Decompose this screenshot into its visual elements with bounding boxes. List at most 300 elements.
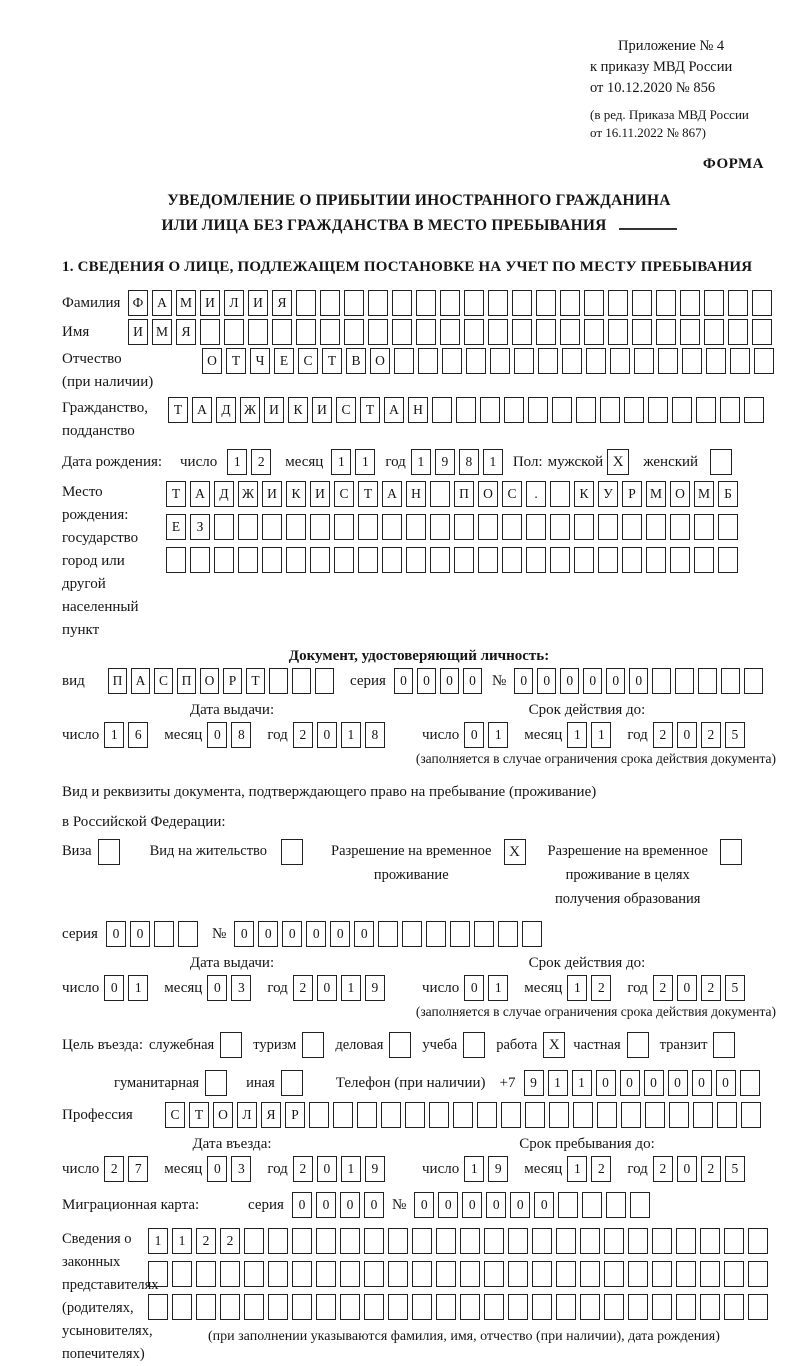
char-box[interactable] (412, 1294, 432, 1320)
char-box[interactable]: 0 (282, 921, 302, 947)
char-box[interactable]: 0 (340, 1192, 360, 1218)
char-box[interactable]: 0 (716, 1070, 736, 1096)
char-box[interactable] (478, 514, 498, 540)
char-box[interactable] (706, 348, 726, 374)
char-box[interactable]: 0 (677, 722, 697, 748)
char-box[interactable] (172, 1294, 192, 1320)
char-box[interactable] (728, 319, 748, 345)
char-box[interactable] (498, 921, 518, 947)
char-box[interactable] (334, 547, 354, 573)
char-box[interactable] (622, 547, 642, 573)
char-box[interactable]: 2 (591, 975, 611, 1001)
char-box[interactable] (269, 668, 288, 694)
char-box[interactable]: М (152, 319, 172, 345)
char-box[interactable]: 0 (438, 1192, 458, 1218)
char-box[interactable] (392, 290, 412, 316)
char-box[interactable] (196, 1294, 216, 1320)
char-box[interactable] (296, 319, 316, 345)
char-box[interactable] (550, 514, 570, 540)
char-box[interactable] (430, 514, 450, 540)
char-box[interactable] (460, 1228, 480, 1254)
char-box[interactable] (682, 348, 702, 374)
char-box[interactable] (532, 1261, 552, 1287)
char-box[interactable]: 1 (341, 975, 361, 1001)
char-box[interactable] (676, 1294, 696, 1320)
char-box[interactable]: 0 (464, 975, 484, 1001)
char-box[interactable] (694, 514, 714, 540)
char-box[interactable] (340, 1261, 360, 1287)
residence-permit-checkbox[interactable] (281, 839, 303, 865)
char-box[interactable] (148, 1261, 168, 1287)
char-box[interactable] (502, 547, 522, 573)
char-box[interactable]: 0 (510, 1192, 530, 1218)
char-box[interactable]: Я (176, 319, 196, 345)
char-box[interactable] (630, 1192, 650, 1218)
char-box[interactable] (550, 481, 570, 507)
char-box[interactable]: 2 (220, 1228, 240, 1254)
char-box[interactable]: 0 (364, 1192, 384, 1218)
char-box[interactable]: 2 (701, 1156, 721, 1182)
char-box[interactable]: 0 (692, 1070, 712, 1096)
char-box[interactable]: 0 (620, 1070, 640, 1096)
char-box[interactable]: Т (226, 348, 246, 374)
char-box[interactable] (693, 1102, 713, 1128)
char-box[interactable]: 1 (172, 1228, 192, 1254)
char-box[interactable] (752, 290, 772, 316)
char-box[interactable] (700, 1294, 720, 1320)
char-box[interactable] (268, 1228, 288, 1254)
char-box[interactable] (704, 319, 724, 345)
char-box[interactable]: О (670, 481, 690, 507)
char-box[interactable] (364, 1294, 384, 1320)
char-box[interactable]: 0 (596, 1070, 616, 1096)
char-box[interactable]: 0 (677, 1156, 697, 1182)
char-box[interactable]: 0 (537, 668, 556, 694)
char-box[interactable] (450, 921, 470, 947)
char-box[interactable] (268, 1261, 288, 1287)
char-box[interactable] (700, 1228, 720, 1254)
char-box[interactable] (628, 1228, 648, 1254)
char-box[interactable]: 1 (567, 1156, 587, 1182)
char-box[interactable]: С (336, 397, 356, 423)
char-box[interactable]: Я (272, 290, 292, 316)
char-box[interactable] (292, 668, 311, 694)
char-box[interactable]: 0 (104, 975, 124, 1001)
char-box[interactable]: 0 (534, 1192, 554, 1218)
char-box[interactable]: 2 (701, 975, 721, 1001)
char-box[interactable] (196, 1261, 216, 1287)
char-box[interactable]: 0 (317, 722, 337, 748)
char-box[interactable]: И (128, 319, 148, 345)
char-box[interactable] (748, 1261, 768, 1287)
char-box[interactable]: Р (622, 481, 642, 507)
char-box[interactable] (556, 1228, 576, 1254)
char-box[interactable]: 2 (653, 722, 673, 748)
temp-residence-edu-checkbox[interactable] (720, 839, 742, 865)
char-box[interactable] (748, 1294, 768, 1320)
char-box[interactable] (608, 290, 628, 316)
char-box[interactable]: 9 (488, 1156, 508, 1182)
char-box[interactable]: И (248, 290, 268, 316)
char-box[interactable]: Я (261, 1102, 281, 1128)
char-box[interactable] (525, 1102, 545, 1128)
char-box[interactable] (558, 1192, 578, 1218)
char-box[interactable] (340, 1294, 360, 1320)
char-box[interactable] (574, 514, 594, 540)
char-box[interactable] (406, 547, 426, 573)
char-box[interactable] (730, 348, 750, 374)
char-box[interactable]: 0 (317, 975, 337, 1001)
char-box[interactable] (262, 514, 282, 540)
char-box[interactable] (573, 1102, 593, 1128)
char-box[interactable] (676, 1261, 696, 1287)
char-box[interactable]: К (286, 481, 306, 507)
char-box[interactable]: 2 (293, 1156, 313, 1182)
char-box[interactable] (694, 547, 714, 573)
char-box[interactable]: Д (214, 481, 234, 507)
char-box[interactable]: 1 (341, 722, 361, 748)
purpose-business-checkbox[interactable] (389, 1032, 411, 1058)
char-box[interactable]: 2 (653, 1156, 673, 1182)
char-box[interactable] (670, 547, 690, 573)
char-box[interactable] (532, 1294, 552, 1320)
char-box[interactable] (748, 1228, 768, 1254)
char-box[interactable]: 2 (653, 975, 673, 1001)
char-box[interactable]: 2 (293, 975, 313, 1001)
char-box[interactable] (526, 547, 546, 573)
char-box[interactable] (432, 397, 452, 423)
char-box[interactable] (220, 1261, 240, 1287)
char-box[interactable]: 1 (104, 722, 124, 748)
char-box[interactable] (320, 319, 340, 345)
char-box[interactable]: И (312, 397, 332, 423)
char-box[interactable]: Б (718, 481, 738, 507)
temp-residence-checkbox[interactable]: X (504, 839, 526, 865)
char-box[interactable]: 0 (606, 668, 625, 694)
char-box[interactable] (392, 319, 412, 345)
char-box[interactable]: 3 (231, 975, 251, 1001)
char-box[interactable]: Т (166, 481, 186, 507)
char-box[interactable] (418, 348, 438, 374)
char-box[interactable] (528, 397, 548, 423)
char-box[interactable]: Д (216, 397, 236, 423)
char-box[interactable]: 5 (725, 975, 745, 1001)
char-box[interactable]: 0 (234, 921, 254, 947)
char-box[interactable]: 0 (292, 1192, 312, 1218)
char-box[interactable]: С (334, 481, 354, 507)
purpose-official-checkbox[interactable] (220, 1032, 242, 1058)
char-box[interactable]: И (262, 481, 282, 507)
char-box[interactable]: О (478, 481, 498, 507)
char-box[interactable] (477, 1102, 497, 1128)
char-box[interactable] (698, 668, 717, 694)
char-box[interactable] (315, 668, 334, 694)
char-box[interactable] (508, 1261, 528, 1287)
purpose-work-checkbox[interactable]: X (543, 1032, 565, 1058)
char-box[interactable] (656, 290, 676, 316)
char-box[interactable]: Ж (240, 397, 260, 423)
char-box[interactable]: Е (274, 348, 294, 374)
char-box[interactable]: Е (166, 514, 186, 540)
char-box[interactable] (488, 319, 508, 345)
char-box[interactable] (582, 1192, 602, 1218)
char-box[interactable]: 5 (725, 722, 745, 748)
char-box[interactable] (604, 1228, 624, 1254)
char-box[interactable] (460, 1294, 480, 1320)
char-box[interactable] (440, 319, 460, 345)
char-box[interactable] (340, 1228, 360, 1254)
char-box[interactable] (512, 290, 532, 316)
char-box[interactable]: С (165, 1102, 185, 1128)
male-checkbox[interactable]: X (607, 449, 629, 475)
char-box[interactable]: . (526, 481, 546, 507)
char-box[interactable] (628, 1261, 648, 1287)
char-box[interactable]: А (382, 481, 402, 507)
char-box[interactable] (200, 319, 220, 345)
char-box[interactable] (490, 348, 510, 374)
char-box[interactable] (600, 397, 620, 423)
char-box[interactable] (484, 1294, 504, 1320)
char-box[interactable]: 0 (258, 921, 278, 947)
char-box[interactable]: 1 (548, 1070, 568, 1096)
char-box[interactable] (488, 290, 508, 316)
char-box[interactable] (724, 1294, 744, 1320)
char-box[interactable]: Р (223, 668, 242, 694)
char-box[interactable] (416, 319, 436, 345)
char-box[interactable] (580, 1228, 600, 1254)
char-box[interactable]: 1 (341, 1156, 361, 1182)
char-box[interactable] (292, 1294, 312, 1320)
char-box[interactable]: О (213, 1102, 233, 1128)
char-box[interactable] (316, 1261, 336, 1287)
char-box[interactable] (580, 1294, 600, 1320)
char-box[interactable] (238, 547, 258, 573)
char-box[interactable] (549, 1102, 569, 1128)
char-box[interactable] (334, 514, 354, 540)
char-box[interactable] (474, 921, 494, 947)
char-box[interactable]: У (598, 481, 618, 507)
char-box[interactable]: 0 (668, 1070, 688, 1096)
char-box[interactable] (656, 319, 676, 345)
char-box[interactable] (574, 547, 594, 573)
char-box[interactable] (744, 397, 764, 423)
char-box[interactable]: 9 (524, 1070, 544, 1096)
char-box[interactable] (224, 319, 244, 345)
char-box[interactable] (453, 1102, 473, 1128)
char-box[interactable]: 0 (677, 975, 697, 1001)
char-box[interactable]: 8 (231, 722, 251, 748)
char-box[interactable] (606, 1192, 626, 1218)
char-box[interactable] (675, 668, 694, 694)
char-box[interactable] (368, 290, 388, 316)
char-box[interactable] (562, 348, 582, 374)
char-box[interactable]: И (264, 397, 284, 423)
char-box[interactable] (536, 319, 556, 345)
char-box[interactable] (358, 514, 378, 540)
char-box[interactable] (178, 921, 198, 947)
char-box[interactable] (412, 1261, 432, 1287)
char-box[interactable]: 0 (560, 668, 579, 694)
char-box[interactable] (669, 1102, 689, 1128)
char-box[interactable] (610, 348, 630, 374)
char-box[interactable] (696, 397, 716, 423)
char-box[interactable]: К (288, 397, 308, 423)
char-box[interactable]: 1 (227, 449, 247, 475)
char-box[interactable] (309, 1102, 329, 1128)
char-box[interactable] (480, 397, 500, 423)
char-box[interactable] (388, 1228, 408, 1254)
char-box[interactable]: 0 (463, 668, 482, 694)
char-box[interactable]: 6 (128, 722, 148, 748)
char-box[interactable]: К (574, 481, 594, 507)
char-box[interactable]: 1 (331, 449, 351, 475)
char-box[interactable] (214, 547, 234, 573)
char-box[interactable] (676, 1228, 696, 1254)
char-box[interactable] (292, 1228, 312, 1254)
char-box[interactable] (556, 1261, 576, 1287)
char-box[interactable]: 2 (251, 449, 271, 475)
char-box[interactable] (344, 319, 364, 345)
char-box[interactable]: 9 (365, 1156, 385, 1182)
char-box[interactable] (310, 547, 330, 573)
char-box[interactable] (652, 1261, 672, 1287)
char-box[interactable]: 1 (148, 1228, 168, 1254)
char-box[interactable]: Н (406, 481, 426, 507)
char-box[interactable] (597, 1102, 617, 1128)
char-box[interactable]: А (152, 290, 172, 316)
char-box[interactable] (442, 348, 462, 374)
char-box[interactable]: 2 (104, 1156, 124, 1182)
char-box[interactable] (526, 514, 546, 540)
char-box[interactable]: 9 (365, 975, 385, 1001)
char-box[interactable]: 0 (354, 921, 374, 947)
char-box[interactable] (244, 1261, 264, 1287)
visa-checkbox[interactable] (98, 839, 120, 865)
char-box[interactable] (382, 547, 402, 573)
char-box[interactable]: 0 (583, 668, 602, 694)
char-box[interactable] (634, 348, 654, 374)
char-box[interactable]: Л (237, 1102, 257, 1128)
char-box[interactable]: Р (285, 1102, 305, 1128)
char-box[interactable] (310, 514, 330, 540)
char-box[interactable] (628, 1294, 648, 1320)
char-box[interactable]: 5 (725, 1156, 745, 1182)
char-box[interactable]: А (384, 397, 404, 423)
char-box[interactable] (624, 397, 644, 423)
char-box[interactable] (148, 1294, 168, 1320)
char-box[interactable]: А (192, 397, 212, 423)
char-box[interactable]: О (202, 348, 222, 374)
purpose-private-checkbox[interactable] (627, 1032, 649, 1058)
char-box[interactable]: О (370, 348, 390, 374)
char-box[interactable]: 0 (462, 1192, 482, 1218)
char-box[interactable] (429, 1102, 449, 1128)
char-box[interactable] (381, 1102, 401, 1128)
char-box[interactable] (717, 1102, 737, 1128)
char-box[interactable] (718, 514, 738, 540)
char-box[interactable] (604, 1294, 624, 1320)
char-box[interactable] (522, 921, 542, 947)
char-box[interactable] (244, 1228, 264, 1254)
char-box[interactable] (724, 1261, 744, 1287)
char-box[interactable] (382, 514, 402, 540)
char-box[interactable] (416, 290, 436, 316)
char-box[interactable]: 0 (417, 668, 436, 694)
char-box[interactable] (333, 1102, 353, 1128)
blank-underline[interactable] (619, 216, 677, 230)
char-box[interactable] (426, 921, 446, 947)
char-box[interactable]: 0 (644, 1070, 664, 1096)
char-box[interactable]: Н (408, 397, 428, 423)
char-box[interactable] (460, 1261, 480, 1287)
char-box[interactable] (514, 348, 534, 374)
char-box[interactable] (388, 1294, 408, 1320)
char-box[interactable]: 1 (488, 722, 508, 748)
char-box[interactable] (508, 1228, 528, 1254)
char-box[interactable] (316, 1228, 336, 1254)
char-box[interactable]: 0 (316, 1192, 336, 1218)
char-box[interactable]: Т (168, 397, 188, 423)
char-box[interactable] (645, 1102, 665, 1128)
char-box[interactable]: 0 (130, 921, 150, 947)
char-box[interactable] (357, 1102, 377, 1128)
char-box[interactable] (364, 1228, 384, 1254)
char-box[interactable] (268, 1294, 288, 1320)
char-box[interactable] (436, 1228, 456, 1254)
char-box[interactable] (598, 547, 618, 573)
char-box[interactable]: А (131, 668, 150, 694)
char-box[interactable] (632, 290, 652, 316)
char-box[interactable] (364, 1261, 384, 1287)
char-box[interactable]: 1 (567, 975, 587, 1001)
char-box[interactable]: Т (360, 397, 380, 423)
char-box[interactable] (608, 319, 628, 345)
char-box[interactable] (586, 348, 606, 374)
char-box[interactable] (296, 290, 316, 316)
char-box[interactable]: 9 (435, 449, 455, 475)
char-box[interactable]: Т (246, 668, 265, 694)
char-box[interactable] (430, 481, 450, 507)
char-box[interactable] (552, 397, 572, 423)
char-box[interactable]: 0 (306, 921, 326, 947)
char-box[interactable]: 1 (591, 722, 611, 748)
char-box[interactable] (316, 1294, 336, 1320)
char-box[interactable] (406, 514, 426, 540)
char-box[interactable] (580, 1261, 600, 1287)
char-box[interactable]: 3 (231, 1156, 251, 1182)
char-box[interactable]: 0 (330, 921, 350, 947)
char-box[interactable] (154, 921, 174, 947)
char-box[interactable] (680, 319, 700, 345)
char-box[interactable] (190, 547, 210, 573)
char-box[interactable]: 0 (394, 668, 413, 694)
char-box[interactable] (244, 1294, 264, 1320)
char-box[interactable]: В (346, 348, 366, 374)
char-box[interactable]: Л (224, 290, 244, 316)
char-box[interactable]: 0 (514, 668, 533, 694)
char-box[interactable] (292, 1261, 312, 1287)
char-box[interactable] (502, 514, 522, 540)
char-box[interactable] (718, 547, 738, 573)
char-box[interactable] (220, 1294, 240, 1320)
char-box[interactable] (536, 290, 556, 316)
char-box[interactable]: С (154, 668, 173, 694)
char-box[interactable]: М (646, 481, 666, 507)
char-box[interactable]: М (694, 481, 714, 507)
char-box[interactable] (632, 319, 652, 345)
char-box[interactable]: 0 (629, 668, 648, 694)
char-box[interactable] (672, 397, 692, 423)
